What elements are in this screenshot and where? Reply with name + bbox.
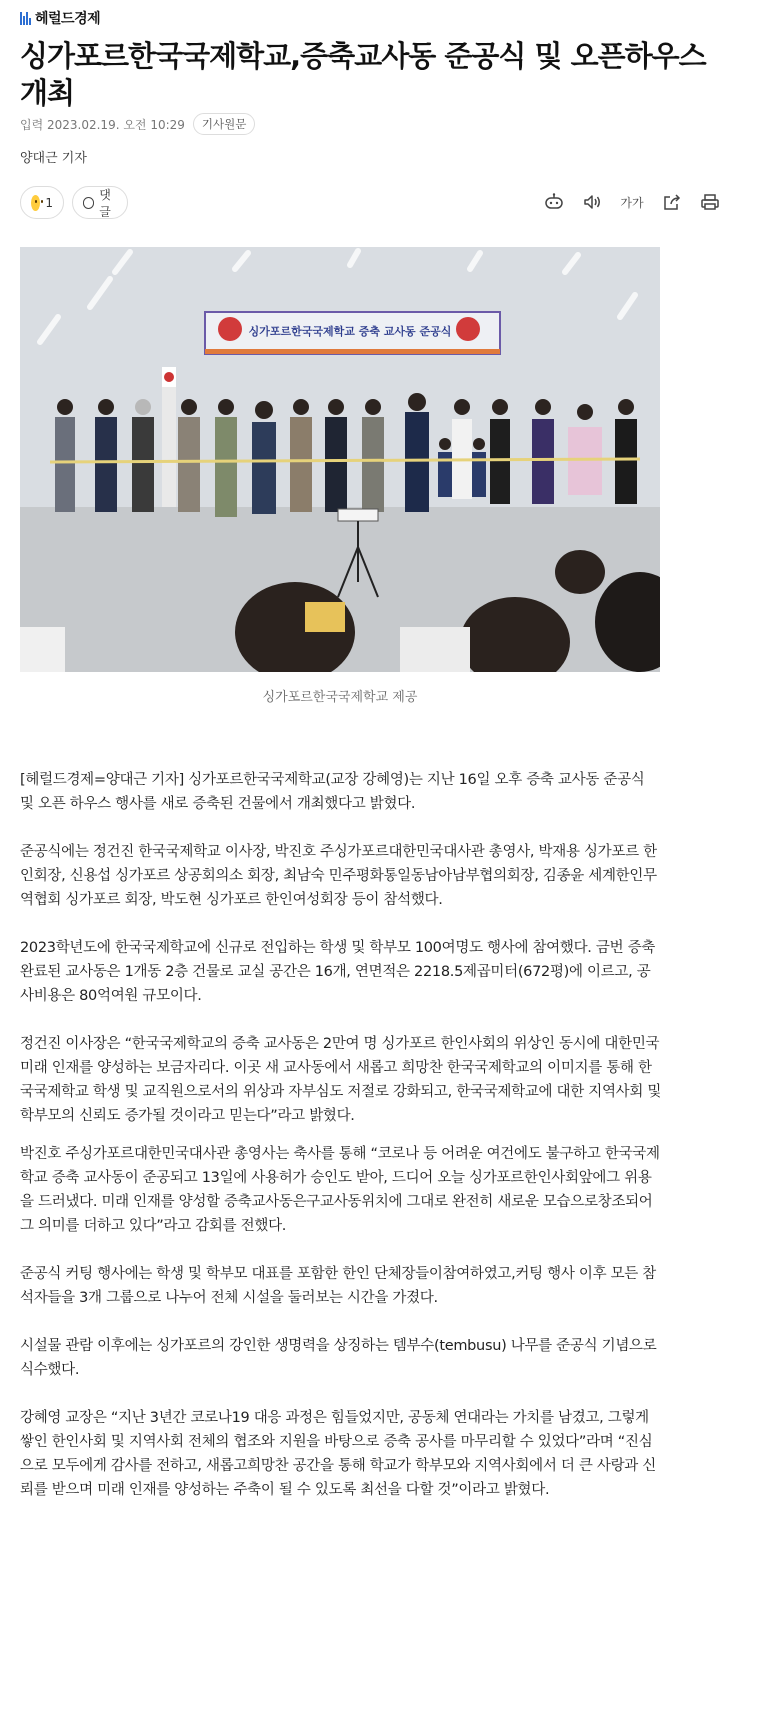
speaker-icon[interactable] (582, 192, 602, 212)
comment-label: 댓글 (99, 187, 111, 219)
reaction-emoji-icon (31, 195, 40, 211)
press-logo-icon (20, 12, 32, 25)
reaction-count: 1 (45, 195, 53, 210)
photo-banner-text: 싱가포르한국국제학교 증축 교사동 준공식 (248, 325, 452, 338)
article-paragraph: [헤럴드경제=양대근 기자] 싱가포르한국국제학교(교장 강혜영)는 지난 16일 오후 증축 교사동 준공식 및 오픈 하우스 행사를 새로 증축된 건물에서 개최했다고 밝혔다. (20, 772, 645, 812)
article-dateline: 입력 2023.02.19. 오전 10:29 (20, 117, 185, 132)
press-name[interactable]: 헤럴드경제 (35, 11, 101, 27)
article-title: 싱가포르한국국제학교,증축교사동 준공식 및 오픈하우스 개최 (20, 39, 706, 110)
article-paragraph: 준공식에는 정건진 한국국제학교 이사장, 박진호 주싱가포르대한민국대사관 총영사, 박재용 싱가포르 한인회장, 신용섭 싱가포르 상공회의소 회장, 최남숙 민주평화통일동남아남부협의회장, 김종윤 세계한인무역협회 싱가포르 회장, 박도현 싱가포르 한인여성회장 등이 참석했다. (20, 844, 657, 908)
article-paragraph: 2023학년도에 한국국제학교에 신규로 전입하는 학생 및 학부모 100여명도 행사에 참여했다. 금번 증축 완료된 교사동은 1개동 2층 건물로 교실 공간은 16개, 연면적은 2218.5제곱미터(672평)에 이르고, 공사비용은 80억여원 규모이다. (20, 940, 656, 1004)
reporter-name[interactable]: 양대근 기자 (20, 151, 87, 166)
comment-button[interactable] (72, 186, 128, 219)
article-body (20, 768, 662, 1526)
article-paragraph: 정건진 이사장은 “한국국제학교의 증축 교사동은 2만여 명 싱가포르 한인사회의 위상인 동시에 대한민국 미래 인재를 양성하는 보금자리다. 이곳 새 교사동에서 새롭고 희망찬 한국국제학교의 이미지를 통해 한국국제학교 학생 및 교직원으로서의 위상과 자부심도 저절로 강화되고, 한국국제학교에 대한 지역사회 및 학부모의 신뢰도 증가될 것이라고 믿는다”라고 밝혔다. (20, 1036, 662, 1124)
article-paragraph: 시설물 관람 이후에는 싱가포르의 강인한 생명력을 상징하는 템부수(tembusu) 나무를 준공식 기념으로 식수했다. (20, 1338, 657, 1378)
original-article-button[interactable]: 기사원문 (193, 113, 255, 135)
comment-bubble-icon (83, 197, 94, 209)
article-photo[interactable] (20, 247, 660, 672)
tool-icon-group (544, 192, 720, 212)
press-header[interactable] (20, 8, 100, 28)
article-paragraph: 박진호 주싱가포르대한민국대사관 총영사는 축사를 통해 “코로나 등 어려운 여건에도 불구하고 한국국제학교 증축 교사동이 준공되고 13일에 사용허가 승인도 받아, 드디어 오늘 싱가포르한인사회앞에그 위용을 드러냈다. 미래 인재를 양성할 증축교사동은구교사동위치에 그대로 완전히 새로운 모습으로창조되어 그 의미를 더하고 있다”라고 감회를 전했다. (20, 1146, 660, 1234)
reaction-button[interactable] (20, 186, 64, 219)
ceremony-photo-image (20, 247, 660, 672)
article-paragraph: 준공식 커팅 행사에는 학생 및 학부모 대표를 포함한 한인 단체장들이참여하였고,커팅 행사 이후 모든 참석자들을 3개 그룹으로 나누어 전체 시설을 둘러보는 시간을 가졌다. (20, 1266, 657, 1306)
print-icon[interactable] (700, 192, 720, 212)
photo-caption: 싱가포르한국국제학교 제공 (262, 690, 418, 705)
article-dateline-row (20, 113, 255, 135)
article-toolbar (20, 186, 720, 220)
font-size-icon[interactable]: 가가 (620, 195, 644, 210)
article-paragraph: 강혜영 교장은 “지난 3년간 코로나19 대응 과정은 힘들었지만, 공동체 연대라는 가치를 남겼고, 그렇게 쌓인 한인사회 및 지역사회 전체의 협조와 지원을 바탕으로 증축 공사를 마무리할 수 있었다”라며 “진심으로 모두에게 감사를 전하고, 새롭고희망찬 공간을 통해 학교가 학부모와 지역사회에서 더 큰 사랑과 신뢰를 받으며 미래 인재를 양성하는 주축이 될 수 있도록 최선을 다할 것”이라고 밝혔다. (20, 1410, 657, 1498)
bot-icon[interactable] (544, 192, 564, 212)
share-icon[interactable] (662, 192, 682, 212)
